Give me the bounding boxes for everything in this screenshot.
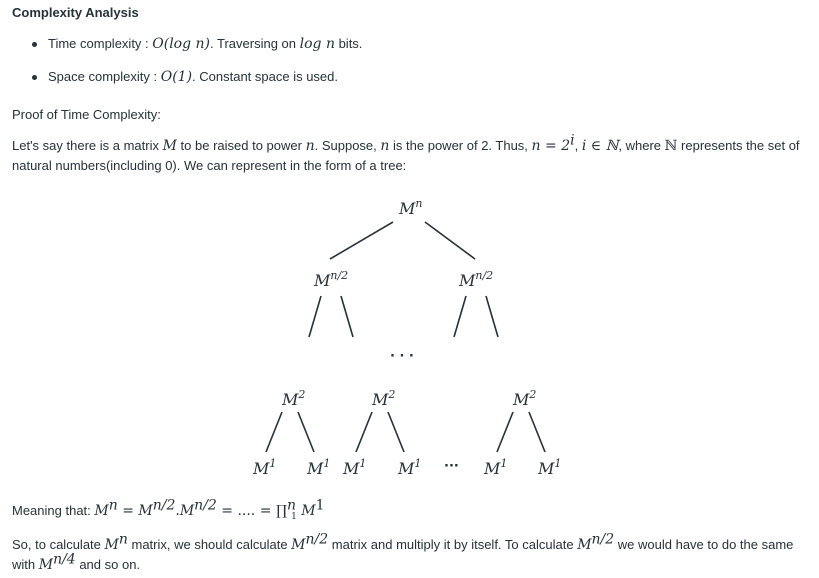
tree-node-level2-c: $M^2$ bbox=[513, 388, 537, 409]
section-heading: Complexity Analysis bbox=[12, 5, 139, 20]
tree-edge bbox=[309, 296, 321, 337]
conclusion-text: So, to calculate bbox=[12, 537, 105, 552]
tree-node-level2-a: $M^2$ bbox=[282, 388, 306, 409]
intro-text-5: , bbox=[574, 138, 582, 153]
meaning-eq-part: M bbox=[94, 503, 109, 519]
tree-edge bbox=[298, 412, 314, 452]
conclusion-math-exp: n/4 bbox=[53, 551, 76, 568]
intro-text-3: . Suppose, bbox=[314, 138, 381, 153]
space-text: . Constant space is used. bbox=[192, 69, 339, 84]
tree-leaf-1: $M^1$ bbox=[253, 457, 277, 478]
time-math-2: log n bbox=[299, 36, 335, 52]
tree-edge bbox=[497, 412, 513, 452]
tree-leaf-6: $M^1$ bbox=[538, 457, 562, 478]
meaning-eq-exp: n/2 bbox=[152, 497, 176, 514]
intro-equation-exp: i bbox=[570, 132, 575, 149]
tree-root-node: $M^n$ bbox=[399, 197, 423, 218]
meaning-product-lower: 1 bbox=[291, 511, 297, 522]
tree-node-level1-right: $M^{n/2}$ bbox=[459, 269, 494, 290]
meaning-eq-exp: n/2 bbox=[194, 497, 217, 514]
time-label: Time complexity : bbox=[48, 36, 153, 51]
tree-edge bbox=[330, 222, 393, 259]
intro-text-2: to be raised to power bbox=[176, 138, 306, 153]
conclusion-math-exp: n bbox=[118, 531, 128, 548]
intro-equation: n = 2 bbox=[531, 138, 571, 154]
meaning-eq-part: .M bbox=[175, 503, 195, 519]
intro-power-var: n bbox=[305, 138, 315, 154]
tree-leaf-ellipsis: ··· bbox=[444, 459, 459, 474]
meaning-prefix: Meaning that: bbox=[12, 503, 95, 518]
conclusion-math-exp: n/2 bbox=[305, 531, 329, 548]
intro-text-6: , where bbox=[618, 138, 665, 153]
tree-edge bbox=[356, 412, 372, 452]
meaning-eq-exp: n bbox=[108, 497, 118, 514]
intro-text-7: represents the set of natural numbers(including 0). We can represent in the form of a tree: bbox=[12, 138, 800, 173]
tree-edge bbox=[388, 412, 404, 452]
tree-leaf-5: $M^1$ bbox=[484, 457, 508, 478]
meaning-eq-part: = .... = ∏ bbox=[216, 503, 288, 519]
conclusion-math: M bbox=[291, 537, 306, 553]
conclusion-text: matrix, we should calculate bbox=[127, 537, 292, 552]
tree-edge bbox=[529, 412, 545, 452]
intro-text-4: is the power of 2. Thus, bbox=[389, 138, 532, 153]
tree-node-level2-b: $M^2$ bbox=[372, 388, 396, 409]
time-math: O(log n) bbox=[152, 36, 211, 52]
tree-leaf-4: $M^1$ bbox=[398, 457, 422, 478]
intro-power-var-2: n bbox=[380, 138, 390, 154]
conclusion-math: M bbox=[577, 537, 592, 553]
conclusion-text: matrix and multiply it by itself. To calculate bbox=[328, 537, 578, 552]
meaning-product-upper: n bbox=[287, 497, 297, 514]
conclusion-text: and so on. bbox=[75, 557, 141, 572]
conclusion-math: M bbox=[38, 557, 54, 573]
space-math: O(1) bbox=[160, 69, 193, 85]
meaning-eq-exp: 1 bbox=[315, 497, 325, 514]
conclusion-text: we would have to do the same with bbox=[12, 537, 794, 572]
meaning-eq-part: = M bbox=[117, 503, 153, 519]
conclusion-math: M bbox=[104, 537, 119, 553]
tree-edge bbox=[266, 412, 282, 452]
time-text: . Traversing on bbox=[210, 36, 300, 51]
time-text-2: bits. bbox=[334, 36, 363, 51]
tree-node-level1-left: $M^{n/2}$ bbox=[314, 269, 349, 290]
tree-edge bbox=[341, 296, 353, 337]
tree-leaf-3: $M^1$ bbox=[343, 457, 367, 478]
conclusion-paragraph bbox=[12, 531, 812, 575]
tree-edge bbox=[486, 296, 498, 337]
intro-set-membership: i ∈ ℕ bbox=[581, 138, 619, 154]
tree-ellipsis: · · · bbox=[390, 349, 414, 364]
tree-leaf-2: $M^1$ bbox=[307, 457, 331, 478]
meaning-eq-part: M bbox=[296, 503, 316, 519]
conclusion-math-exp: n/2 bbox=[591, 531, 615, 548]
space-label: Space complexity : bbox=[48, 69, 161, 84]
proof-title: Proof of Time Complexity: bbox=[12, 107, 161, 122]
tree-edge bbox=[454, 296, 466, 337]
intro-naturals-symbol: ℕ bbox=[664, 138, 678, 154]
tree-edge bbox=[425, 222, 475, 259]
intro-matrix-var: M bbox=[162, 138, 177, 154]
intro-text-1: Let's say there is a matrix bbox=[12, 138, 163, 153]
meaning-line bbox=[12, 497, 325, 527]
